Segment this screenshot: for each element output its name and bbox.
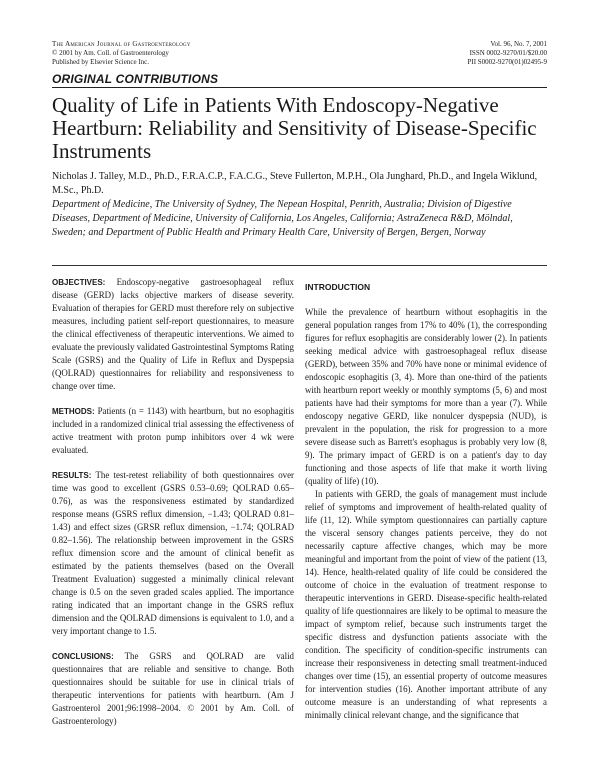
introduction-paragraph-2: In patients with GERD, the goals of management must include relief of symptoms and improvement of health-related quality of life (11, 12). While symptom questionnaires can partially capture the visceral sensory changes patients perceive, they do not necessarily capture affective changes, which may be more meaningful and important from the point of view of the patient (13, 14). Hence, health-related quality of life could be considered the outcome of choice in the evaluation of treatment response to therapeutic interventions in GERD. Disease-specific health-related quality of life questionnaires are likely to be optimal to measure the impact of symptom relief, because such instruments target the specific distress and dysfunction patients associate with the condition. The specificity of condition-specific instruments can increase their responsiveness in detecting small treatment-induced changes over time (15), an essential property of outcome measures for intervention studies (16). Another important attribute of any outcome measure is an understanding of what represents a minimally clinical relevant change, and the significance that (305, 489, 547, 720)
results-text: The test-retest reliability of both questionnaires over time was good to excellent (GSRS 0.53–0.69; QOLRAD 0.65–0.76), as was the responsiveness estimated by standardized response means (GSRS reflux dimension, −1.43; QOLRAD 0.81–1.43) and effect sizes (GRSR reflux dimension, −1.74; QOLRAD 0.82–1.56). The relationship between improvement in the GSRS reflux dimension score and the amount of clinical benefit as estimated by the patients themselves (based on the Overall Treatment Evaluation) suggested a minimally clinical relevant change is 0.5 on the seven graded scales applied. The importance rating indicated that an important change in the GSRS reflux dimension and the QOLRAD dimensions is equivalent to 1.0, and a very important change to 1.5. (52, 470, 294, 636)
abstract-conclusions (52, 650, 294, 728)
results-label: RESULTS: (52, 471, 92, 480)
objectives-text: Endoscopy-negative gastroesophageal reflux disease (GERD) lacks objective markers of disease severity. Evaluation of therapies for GERD must therefore rely on subjective measures, including patient self-report questionnaires, to measure the clinical effectiveness of therapeutic interventions. We aimed to evaluate the previously validated Gastrointestinal Symptoms Rating Scale (GSRS) and the Quality of Life in Reflux and Dyspepsia (QOLRAD) questionnaires for reliability and responsiveness to change over time. (52, 277, 294, 391)
affiliations: Department of Medicine, The University of Sydney, The Nepean Hospital, Penrith, Australia; Division of Digestive Diseases, Department of Medicine, University of California, Los Angeles, California; AstraZeneca R&D, Mölndal, Sweden; and Department of Public Health and Primary Health Care, University of Bergen, Bergen, Norway (52, 199, 513, 238)
abstract-results (52, 469, 294, 638)
conclusions-text: The GSRS and QOLRAD are valid questionnaires that are reliable and sensitive to change. Both questionnaires should be suitable for use in clinical trials of therapeutic interventions for patients with heartburn. (Am J Gastroenterol 2001;96:1998–2004. © 2001 by Am. Coll. of Gastroenterology) (52, 651, 294, 726)
author-list: Nicholas J. Talley, M.D., Ph.D., F.R.A.C.P., F.A.C.G., Steve Fullerton, M.P.H., Ola Junghard, Ph.D., and Ingela Wiklund, M.Sc., Ph.D. (52, 171, 538, 196)
methods-text: Patients (n = 1143) with heartburn, but no esophagitis included in a randomized clinical trial assessing the effectiveness of active treatment with proton pump inhibitors over 4 wk were evaluated. (52, 406, 294, 455)
header-divider (52, 87, 547, 88)
issue-info (467, 40, 547, 67)
volume-line: Vol. 96, No. 7, 2001 (490, 40, 547, 48)
issn-line: ISSN 0002-9270/01/$20.00 (469, 49, 547, 57)
introduction-paragraph-1: While the prevalence of heartburn without esophagitis in the general population ranges from 17% to 40% (1), the corresponding figures for reflux esophagitis are considerably lower (2). In patients seeking medical advice with gastroesophageal reflux disease (GERD), between 35% and 70% have none or minimal evidence of endoscopic esophagitis (3, 4). More than one-third of the patients with heartburn report weekly or monthly symptoms (5, 6) and most patients have had their symptoms for more than a year (7). While endoscopy negative GERD, like nonulcer dyspepsia (NUD), is prevalent in the population, the risk for progression to a more severe disease such as Barrett's esophagus is probably very low (8, 9). The primary impact of GERD is on a patient's day to day functioning and those aspects of life that make it worth living (quality of life) (10). (305, 307, 547, 486)
pii-line: PII S0002-9270(01)02495-9 (467, 58, 547, 66)
introduction-column (305, 276, 547, 722)
introduction-heading: INTRODUCTION (305, 282, 371, 292)
abstract-column (52, 276, 294, 740)
methods-label: METHODS: (52, 407, 95, 416)
journal-name: The American Journal of Gastroenterology (52, 40, 191, 48)
abstract-objectives (52, 276, 294, 393)
section-label: ORIGINAL CONTRIBUTIONS (52, 72, 219, 86)
conclusions-label: CONCLUSIONS: (52, 652, 114, 661)
abstract-methods (52, 405, 294, 457)
abstract-divider (52, 265, 547, 266)
article-title: Quality of Life in Patients With Endoscopy-Negative Heartburn: Reliability and Sensitivity of Disease-Specific Instruments (52, 93, 537, 163)
objectives-label: OBJECTIVES: (52, 278, 106, 287)
copyright-line: © 2001 by Am. Coll. of Gastroenterology (52, 49, 169, 57)
publisher-line: Published by Elsevier Science Inc. (52, 58, 150, 66)
journal-header (52, 40, 191, 67)
